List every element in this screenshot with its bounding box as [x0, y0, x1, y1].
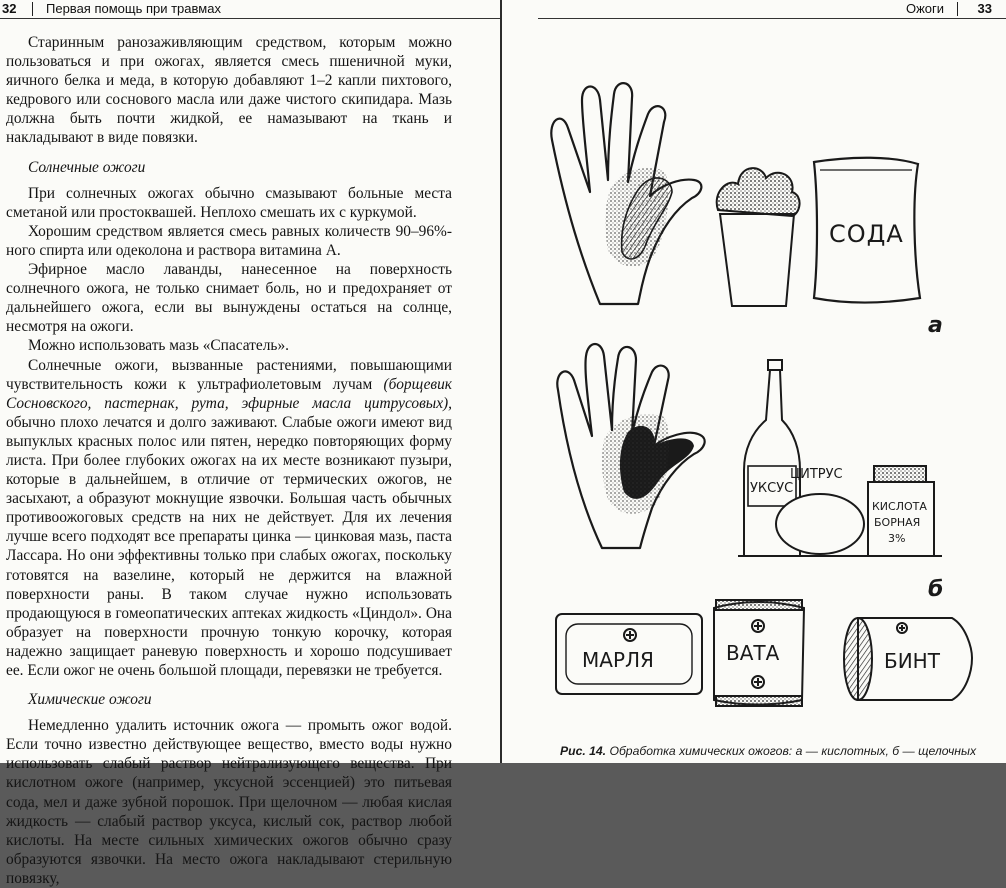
vinegar-label: УКСУС: [750, 481, 794, 496]
soda-label: СОДА: [829, 220, 904, 248]
right-page: [502, 0, 1006, 763]
lemon-drawing: [776, 494, 864, 554]
right-running-head: [502, 0, 1006, 18]
boric-label-line3: 3%: [888, 532, 906, 545]
paragraph-intro: Старинным ранозаживляющим средством, которым можно пользоваться и при ожогах, является смесь пшеничной муки, яичного белка и меда, в которую добавляют 1–2 капли пихтового, кедрового или соснового масла или даже чистого скипидара. Мазь должна быть почти жидкой, ее намазывают на ткань и накладывают в виде повязки.: [6, 34, 452, 147]
heading-chemical-burns: Химические ожоги: [28, 691, 152, 709]
right-head-separator: [957, 2, 958, 16]
right-head-rule: [538, 18, 1006, 19]
citrus-label: ЦИТРУС: [790, 467, 843, 482]
paragraph-sun-4: Можно использовать мазь «Спасатель».: [28, 337, 289, 355]
right-page-number: 33: [977, 1, 992, 16]
figure-caption: [560, 744, 1006, 758]
heading-sun-burns: Солнечные ожоги: [28, 158, 146, 176]
left-page: [0, 0, 500, 887]
paragraph-sun-5-start: Солнечные ожоги, вызванные растениями, повышающими чувствительность кожи к ультрафиолетовым лучам: [6, 356, 452, 393]
left-head-separator: [32, 2, 33, 16]
acid-burn-spread: [605, 168, 668, 266]
paragraph-sun-5-italic: (борщевик Сосновского, пастернак, рута, эфирные масла цитрусовых),: [6, 375, 452, 412]
paragraph-sun-3: Эфирное масло лаванды, нанесенное на поверхность солнечного ожога, не только снимает боль, но и предохраняет от дальнейшего ожога, если вы вынуждены остаться на солнце, несмотря на ожоги.: [6, 261, 452, 336]
panel-b-label: б: [928, 577, 944, 602]
left-body-text: [6, 33, 452, 888]
cotton-label: ВАТА: [726, 641, 780, 665]
gauze-label: МАРЛЯ: [582, 648, 654, 672]
caption-number: Рис. 14.: [560, 744, 607, 758]
paragraph-sun-1: При солнечных ожогах обычно смазывают больные места сметаной или простоквашей. Неплохо смешать их с куркумой.: [6, 184, 452, 221]
alkali-burn-spread: [602, 414, 669, 513]
paragraph-sun-2: Хорошим средством является смесь равных количеств 90–96%-ного спирта или одеколона и раствора витамина А.: [6, 222, 452, 259]
left-running-title: Первая помощь при травмах: [46, 1, 221, 16]
paragraph-chem-1: Немедленно удалить источник ожога — промыть ожог водой. Если точно известно действующее вещество, вместо воды нужно использовать слабый раствор нейтрализующего вещества. При кислотном ожоге (например, уксусной эссенцией) это питьевая сода, мел и даже зубной порошок. При щелочном — любая кислая жидкость — слабый раствор уксуса, кислый сок, раствор любой кислоты. На месте сильных химических ожогов обычно сразу образуются язвочки. На место ожога накладывают стерильную повязку,: [6, 717, 452, 887]
left-running-head: [0, 0, 500, 18]
panel-a-label: а: [928, 313, 943, 338]
caption-text: Обработка химических ожогов: а — кислотных, б — щелочных: [609, 744, 977, 758]
boric-label-line1: КИСЛОТА: [872, 500, 927, 513]
chalk-cup-drawing: [717, 168, 800, 306]
bandage-label: БИНТ: [884, 649, 940, 673]
left-page-number: 32: [2, 1, 17, 16]
paragraph-sun-5: [6, 356, 452, 681]
figure-chemical-burns: [542, 60, 1006, 760]
right-running-title: Ожоги: [905, 1, 944, 16]
left-head-rule: [0, 18, 500, 19]
boric-label-line2: БОРНАЯ: [874, 516, 921, 529]
paragraph-sun-5-end: обычно плохо лечатся и долго заживают. Слабые ожоги имеют вид выпуклых красных полос или пятен, нередко повторяющих форму листа. При более глубоких ожогах на их месте возникают пузыри, которые в дальнейшем, в отличие от термических ожогов, не засыхают, а образуют мокнущие язвочки. Большая часть обычных противоожоговых средств на них не действует. Для их лечения лучше всего подходят все препараты цинка — цинковая мазь, паста Лассара. Но они эффективны только при слабых ожогах, поскольку готовятся на вазелине, который не держится на влажной поверхности раны. В таком случае нужно использовать продающуюся в гомеопатических аптеках жидкость «Циндол». Она образует на поверхности прочную тонкую корочку, которая надежно защищает раневую поверхность и хорошо подсушивает ее. Если ожог не очень большой площади, перевязки не требуется.: [6, 413, 452, 679]
